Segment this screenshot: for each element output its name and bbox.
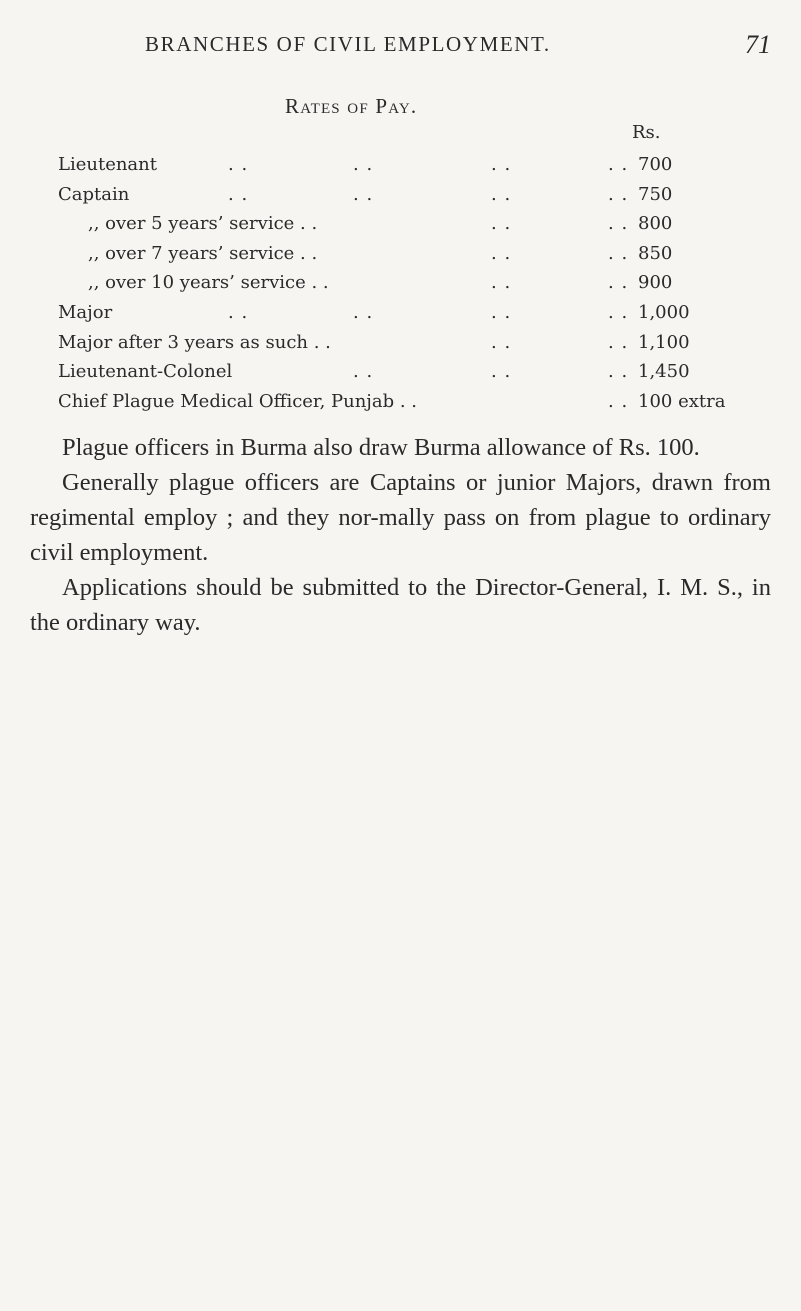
leader-dots: . . xyxy=(491,361,512,383)
rank-label: Major after 3 years as such . . xyxy=(58,331,331,353)
table-row xyxy=(58,298,778,328)
leader-dots: . . xyxy=(353,154,374,175)
leader-dots: . . xyxy=(608,361,629,383)
table-row xyxy=(58,209,778,239)
rank-label: ,, over 10 years’ service . . xyxy=(88,272,329,294)
leader-dots: . . xyxy=(491,301,512,323)
rank-label: ,, over 5 years’ service . . xyxy=(88,213,318,235)
paragraph: Generally plague officers are Captains or junior Majors, drawn from regimental employ ; and they nor-mally pass on from plague to ordinary civil employment. xyxy=(30,469,771,566)
leader-dots: . . xyxy=(228,301,249,323)
leader-dots: . . xyxy=(353,361,374,383)
leader-dots: . . xyxy=(608,154,629,175)
leader-dots: . . xyxy=(491,183,512,205)
leader-dots: . . xyxy=(353,183,374,205)
rank-label: Chief Plague Medical Officer, Punjab . . xyxy=(58,390,418,412)
leader-dots: . . xyxy=(353,301,374,323)
table-title xyxy=(285,94,417,119)
pay-amount: 850 xyxy=(638,242,673,264)
running-head: BRANCHES OF CIVIL EMPLOYMENT. xyxy=(145,32,551,56)
leader-dots: . . xyxy=(491,154,512,175)
rank-label: Major xyxy=(58,301,113,323)
table-title-part-2: Pay. xyxy=(375,94,418,118)
leader-dots: . . xyxy=(608,331,629,353)
paragraph: Plague officers in Burma also draw Burma allowance of Rs. 100. xyxy=(62,434,700,461)
pay-amount: 100 extra xyxy=(638,390,726,412)
leader-dots: . . xyxy=(491,213,512,235)
table-row xyxy=(58,180,778,210)
leader-dots: . . xyxy=(608,272,629,294)
pay-amount: 900 xyxy=(638,272,673,294)
currency-column-header: Rs. xyxy=(632,122,661,143)
leader-dots: . . xyxy=(608,213,629,235)
rank-label: ,, over 7 years’ service . . xyxy=(88,242,318,264)
leader-dots: . . xyxy=(608,301,629,323)
pay-rates-table xyxy=(58,150,778,416)
body-text xyxy=(30,430,771,640)
leader-dots: . . xyxy=(228,183,249,205)
rank-label: Lieutenant-Colonel xyxy=(58,361,233,383)
pay-amount: 800 xyxy=(638,213,673,235)
table-row xyxy=(58,239,778,269)
leader-dots: . . xyxy=(491,242,512,264)
leader-dots: . . xyxy=(608,183,629,205)
table-row xyxy=(58,150,778,180)
rank-label: Lieutenant xyxy=(58,154,157,175)
leader-dots: . . xyxy=(491,331,512,353)
leader-dots: . . xyxy=(491,272,512,294)
rank-label: Captain xyxy=(58,183,130,205)
table-row xyxy=(58,357,778,387)
page-header xyxy=(0,32,801,62)
table-row xyxy=(58,328,778,358)
paragraph: Applications should be submitted to the Director-General, I. M. S., in the ordinary way. xyxy=(30,574,771,636)
pay-amount: 750 xyxy=(638,183,673,205)
pay-amount: 1,450 xyxy=(638,361,690,383)
pay-amount: 1,100 xyxy=(638,331,690,353)
table-title-part-1: Rates of xyxy=(285,94,376,118)
leader-dots: . . xyxy=(228,154,249,175)
table-row xyxy=(58,268,778,298)
leader-dots: . . xyxy=(608,390,629,412)
table-row xyxy=(58,387,778,417)
leader-dots: . . xyxy=(608,242,629,264)
pay-amount: 700 xyxy=(638,154,673,175)
pay-amount: 1,000 xyxy=(638,301,690,323)
page-number: 71 xyxy=(745,30,771,59)
